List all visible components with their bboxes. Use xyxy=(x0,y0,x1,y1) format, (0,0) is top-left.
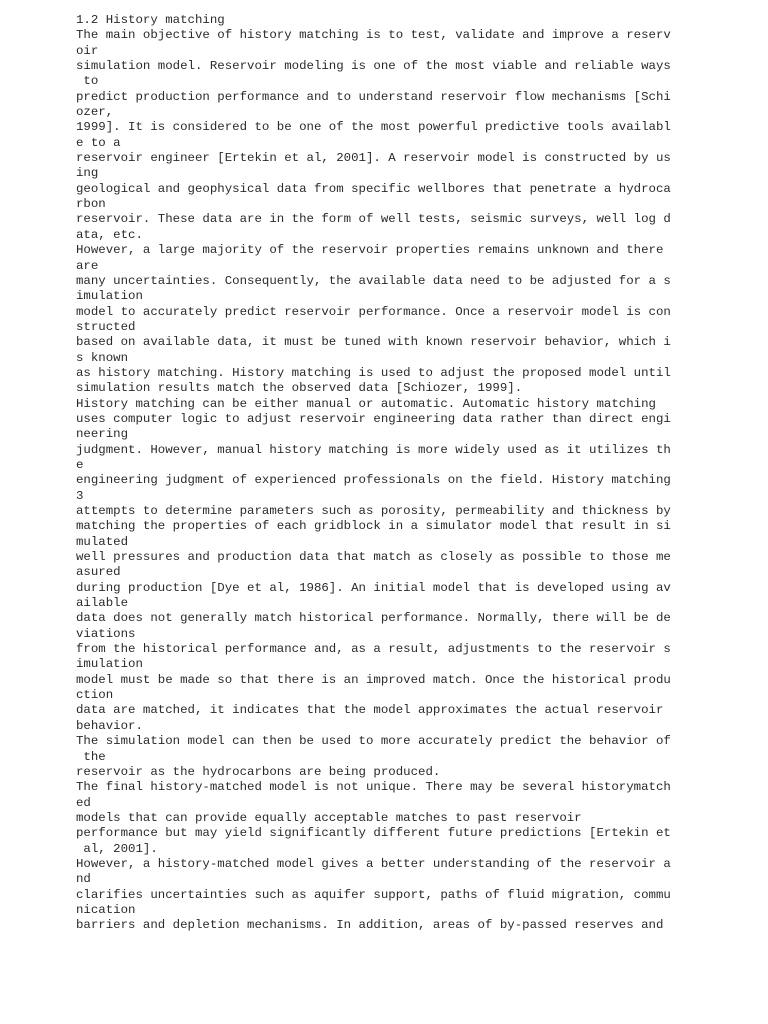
text-line: data does not generally match historical performance. Normally, there will be de xyxy=(76,611,671,626)
text-line: as history matching. History matching is used to adjust the proposed model until xyxy=(76,365,671,380)
text-line: nd xyxy=(76,872,91,887)
text-line: ed xyxy=(76,795,91,810)
text-line: s known xyxy=(76,350,129,365)
text-line: reservoir engineer [Ertekin et al, 2001]. A reservoir model is constructed by us xyxy=(76,151,671,166)
text-line: e to a xyxy=(76,135,121,150)
text-line: ction xyxy=(76,688,114,703)
text-line: 3 xyxy=(76,488,84,503)
text-line: oir xyxy=(76,43,99,58)
text-line: The simulation model can then be used to more accurately predict the behavior of xyxy=(76,734,671,749)
text-line: predict production performance and to understand reservoir flow mechanisms [Schi xyxy=(76,89,671,104)
text-line: simulation model. Reservoir modeling is one of the most viable and reliable ways xyxy=(76,59,671,74)
text-line: barriers and depletion mechanisms. In addition, areas of by-passed reserves and xyxy=(76,918,664,933)
text-line: uses computer logic to adjust reservoir engineering data rather than direct engi xyxy=(76,411,671,426)
text-line: engineering judgment of experienced professionals on the field. History matching xyxy=(76,473,671,488)
text-line: imulation xyxy=(76,289,143,304)
text-line: model to accurately predict reservoir performance. Once a reservoir model is con xyxy=(76,304,671,319)
text-line: viations xyxy=(76,626,136,641)
text-line: However, a history-matched model gives a better understanding of the reservoir a xyxy=(76,856,671,871)
text-line: ing xyxy=(76,166,99,181)
text-line: attempts to determine parameters such as porosity, permeability and thickness by xyxy=(76,504,671,518)
text-line: simulation results match the observed data [Schiozer, 1999]. xyxy=(76,381,523,396)
text-line: performance but may yield significantly different future predictions [Ertekin et xyxy=(76,826,671,841)
document-page xyxy=(76,13,756,934)
text-line: data are matched, it indicates that the model approximates the actual reservoir xyxy=(76,703,664,718)
text-line: nication xyxy=(76,902,136,917)
text-line: asured xyxy=(76,565,121,580)
text-line: behavior. xyxy=(76,718,143,733)
text-line: neering xyxy=(76,427,129,442)
text-line: The final history-matched model is not unique. There may be several historymatch xyxy=(76,780,671,795)
text-line: model must be made so that there is an improved match. Once the historical produ xyxy=(76,672,671,687)
text-line: judgment. However, manual history matching is more widely used as it utilizes th xyxy=(76,442,671,457)
text-line: many uncertainties. Consequently, the available data need to be adjusted for a s xyxy=(76,273,671,288)
text-line: History matching can be either manual or automatic. Automatic history matching xyxy=(76,396,656,411)
text-line: during production [Dye et al, 1986]. An initial model that is developed using av xyxy=(76,580,671,595)
text-line: well pressures and production data that match as closely as possible to those me xyxy=(76,550,671,565)
text-line: based on available data, it must be tuned with known reservoir behavior, which i xyxy=(76,335,671,350)
text-line: mulated xyxy=(76,534,129,549)
text-line: ozer, xyxy=(76,105,114,120)
text-line: the xyxy=(76,749,106,764)
text-line: matching the properties of each gridblock in a simulator model that result in si xyxy=(76,519,671,534)
text-line: The main objective of history matching is to test, validate and improve a reserv xyxy=(76,28,671,43)
text-line: structed xyxy=(76,319,136,334)
text-line: 1.2 History matching xyxy=(76,13,225,27)
text-line: to xyxy=(76,74,99,89)
text-line: models that can provide equally acceptable matches to past reservoir xyxy=(76,810,582,825)
text-line: al, 2001]. xyxy=(76,841,158,856)
text-line: imulation xyxy=(76,657,143,672)
text-line: ata, etc. xyxy=(76,227,143,242)
text-line: reservoir. These data are in the form of well tests, seismic surveys, well log d xyxy=(76,212,671,227)
text-line: However, a large majority of the reservoir properties remains unknown and there xyxy=(76,243,664,258)
text-line: rbon xyxy=(76,197,106,212)
text-line: e xyxy=(76,457,84,472)
text-line: are xyxy=(76,258,99,273)
text-line: clarifies uncertainties such as aquifer support, paths of fluid migration, commu xyxy=(76,887,671,902)
text-line: geological and geophysical data from specific wellbores that penetrate a hydroca xyxy=(76,181,671,196)
text-line: ailable xyxy=(76,596,129,611)
text-line: from the historical performance and, as a result, adjustments to the reservoir s xyxy=(76,642,671,657)
text-line: 1999]. It is considered to be one of the most powerful predictive tools availabl xyxy=(76,120,671,135)
text-line: reservoir as the hydrocarbons are being produced. xyxy=(76,764,441,779)
